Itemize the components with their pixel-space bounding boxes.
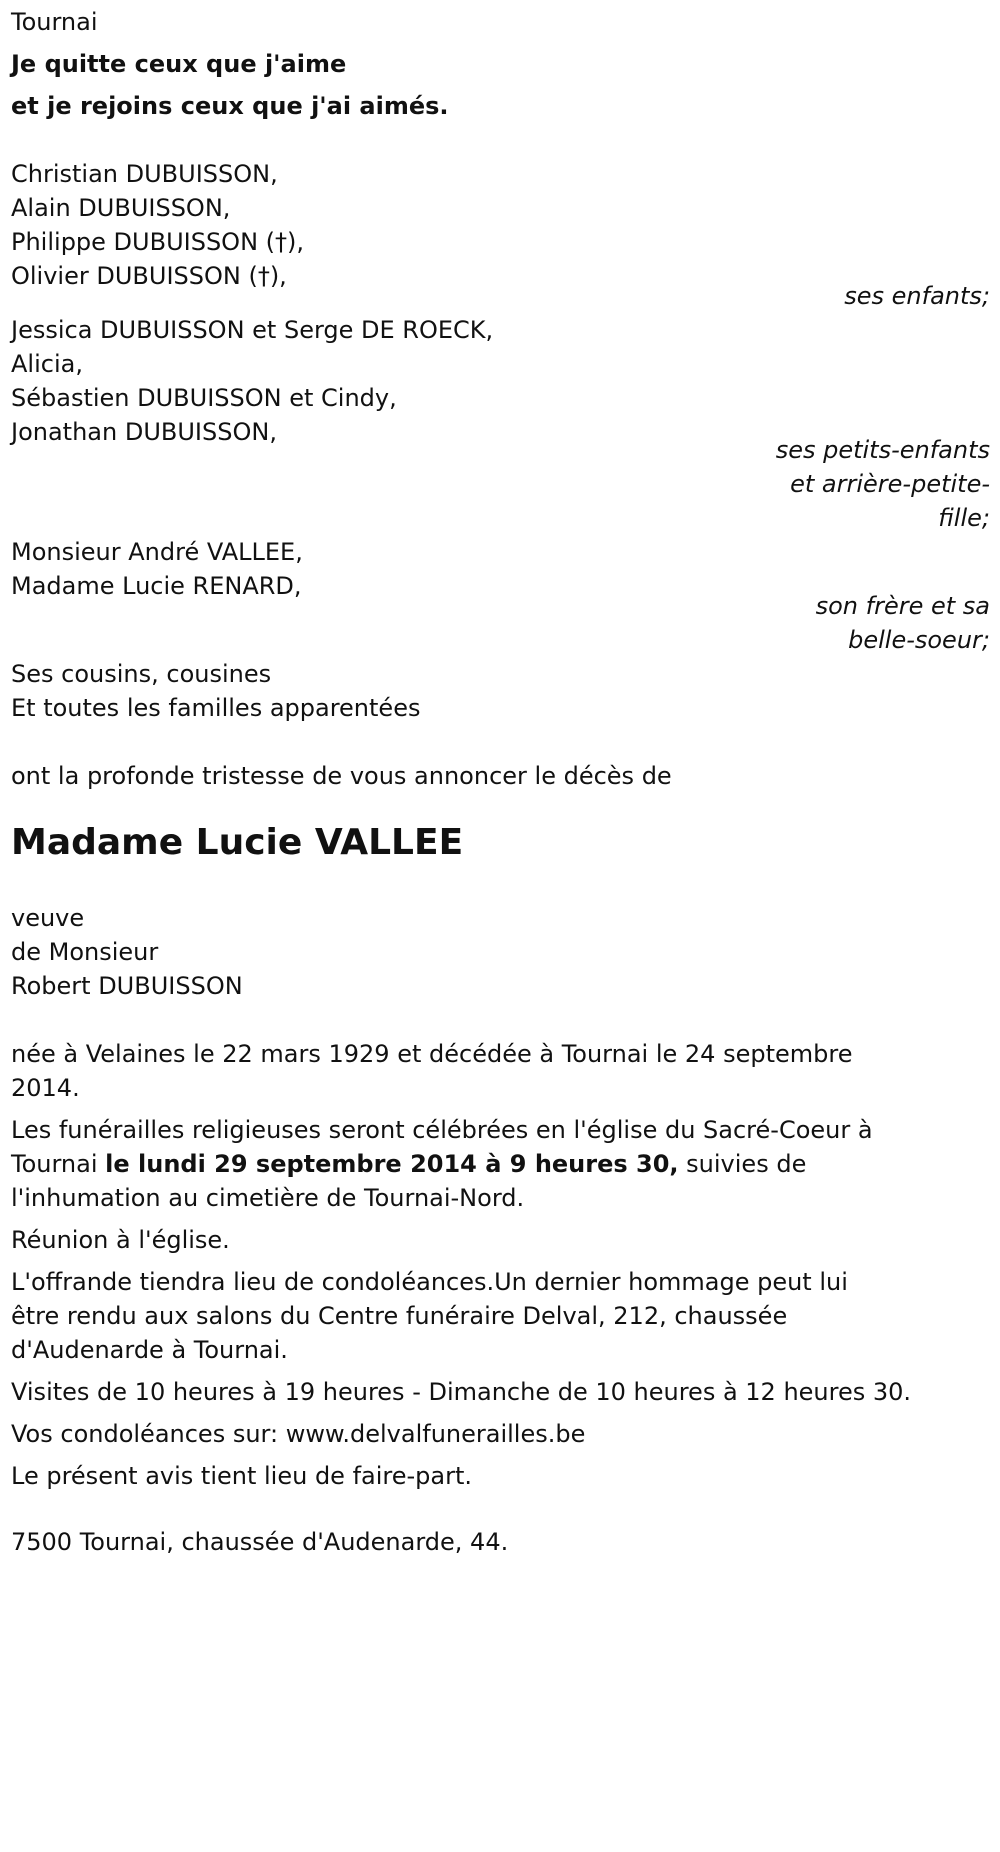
- deceased-name: Madame Lucie VALLEE: [11, 822, 464, 863]
- children-relation: ses enfants;: [844, 282, 990, 310]
- address: 7500 Tournai, chaussée d'Audenarde, 44.: [11, 1528, 509, 1556]
- birth-death-line: 2014.: [11, 1074, 80, 1102]
- announcement: ont la profonde tristesse de vous annoncer le décès de: [11, 762, 672, 790]
- funeral-line-2-prefix: Tournai: [11, 1150, 106, 1178]
- offering-line: d'Audenarde à Tournai.: [11, 1336, 288, 1364]
- widow-line: Robert DUBUISSON: [11, 972, 243, 1000]
- sibling-name: Madame Lucie RENARD,: [11, 572, 302, 600]
- sibling-name: Monsieur André VALLEE,: [11, 538, 303, 566]
- funeral-line-3: l'inhumation au cimetière de Tournai-Nord.: [11, 1184, 525, 1212]
- others-line: Et toutes les familles apparentées: [11, 694, 421, 722]
- funeral-date: le lundi 29 septembre 2014 à 9 heures 30,: [105, 1150, 679, 1178]
- grandchild-name: Sébastien DUBUISSON et Cindy,: [11, 384, 397, 412]
- offering-line: être rendu aux salons du Centre funéraire Delval, 212, chaussée: [11, 1302, 788, 1330]
- city-heading: Tournai: [11, 8, 98, 36]
- siblings-relation-line: son frère et sa: [815, 592, 990, 620]
- child-name: Christian DUBUISSON,: [11, 160, 278, 188]
- notice: Le présent avis tient lieu de faire-part.: [11, 1462, 473, 1490]
- child-name: Alain DUBUISSON,: [11, 194, 231, 222]
- funeral-line-2-suffix: suivies de: [678, 1150, 807, 1178]
- condolences: Vos condoléances sur: www.delvalfunerailles.be: [11, 1420, 586, 1448]
- grandchild-name: Jonathan DUBUISSON,: [11, 418, 277, 446]
- grandchildren-relation-line: fille;: [938, 504, 990, 532]
- grandchild-name: Jessica DUBUISSON et Serge DE ROECK,: [11, 316, 494, 344]
- grandchild-name: Alicia,: [11, 350, 83, 378]
- grandchildren-relation-line: et arrière-petite-: [790, 470, 990, 498]
- others-line: Ses cousins, cousines: [11, 660, 272, 688]
- widow-line: de Monsieur: [11, 938, 159, 966]
- quote-line-1: Je quitte ceux que j'aime: [11, 50, 347, 78]
- child-name: Olivier DUBUISSON (†),: [11, 262, 287, 290]
- child-name: Philippe DUBUISSON (†),: [11, 228, 305, 256]
- visits: Visites de 10 heures à 19 heures - Dimanche de 10 heures à 12 heures 30.: [11, 1378, 912, 1406]
- meeting: Réunion à l'église.: [11, 1226, 230, 1254]
- funeral-line-1: Les funérailles religieuses seront célébrées en l'église du Sacré-Coeur à: [11, 1116, 873, 1144]
- quote-line-2: et je rejoins ceux que j'ai aimés.: [11, 92, 449, 120]
- birth-death-line: née à Velaines le 22 mars 1929 et décédée à Tournai le 24 septembre: [11, 1040, 853, 1068]
- widow-line: veuve: [11, 904, 85, 932]
- offering-line: L'offrande tiendra lieu de condoléances.Un dernier hommage peut lui: [11, 1268, 848, 1296]
- siblings-relation-line: belle-soeur;: [848, 626, 990, 654]
- grandchildren-relation-line: ses petits-enfants: [775, 436, 990, 464]
